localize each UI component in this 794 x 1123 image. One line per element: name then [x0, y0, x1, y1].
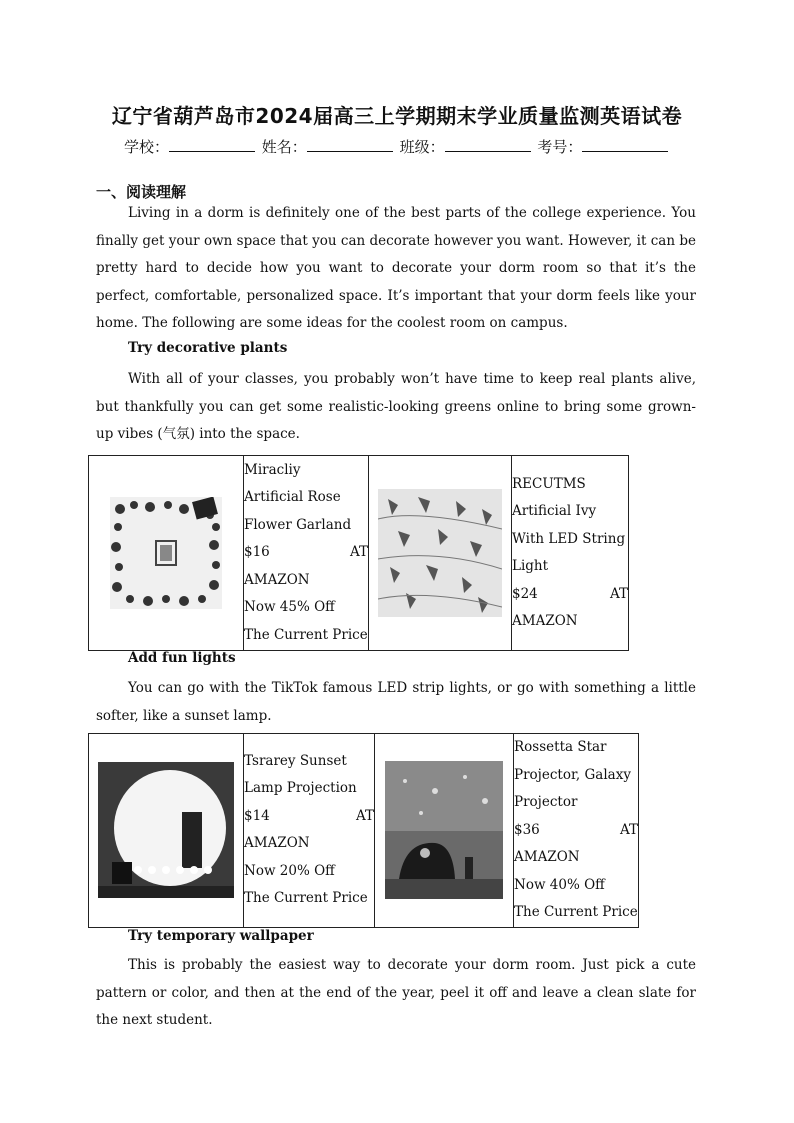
school-label: 学校： — [124, 138, 170, 156]
galaxy-price-row — [514, 817, 638, 845]
section-title: 一、阅读理解 — [96, 183, 187, 201]
wallpaper-paragraph: This is probably the easiest way to decorate your dorm room. Just pick a cute pattern or color, and then at the end of the year, peel it off and leave a clean slate for the next student. — [96, 957, 696, 1028]
galaxy-store: AMAZON — [514, 849, 580, 865]
galaxy-price: $36 — [514, 821, 540, 838]
sunset-image — [89, 762, 243, 898]
garland-info-cell — [244, 456, 369, 651]
exam-title: 辽宁省葫芦岛市2024届高三上学期期末学业质量监测英语试卷 — [111, 104, 683, 128]
plants-paragraph: With all of your classes, you probably won’t have time to keep real plants alive, but thankfully you can get some realistic-looking greens online to bring some grown-up vibes (气氛) into the space. — [96, 371, 696, 442]
ivy-price-row — [512, 581, 628, 609]
garland-name-2: Artificial Rose — [244, 489, 341, 506]
ivy-name-2: Artificial Ivy — [512, 503, 597, 519]
ivy-price: $24 — [512, 585, 538, 602]
number-blank[interactable] — [582, 137, 668, 152]
ivy-name-1: RECUTMS — [512, 475, 586, 492]
garland-price-row — [244, 539, 368, 567]
sunset-name-1: Tsrarey Sunset — [244, 752, 347, 769]
garland-image — [89, 497, 243, 609]
garland-at: AT — [349, 544, 368, 561]
heading-plants: Try decorative plants — [128, 340, 288, 356]
heading-lights: Add fun lights — [128, 650, 236, 666]
galaxy-at: AT — [619, 821, 638, 838]
ivy-image — [369, 489, 511, 617]
garland-name-3: Flower Garland — [244, 516, 352, 533]
sunset-info-cell — [244, 734, 375, 928]
galaxy-name-3: Projector — [514, 794, 578, 810]
galaxy-name-2: Projector, Galaxy — [514, 766, 631, 783]
student-info-fields — [124, 136, 670, 157]
garland-discount: Now 45% Off — [244, 599, 335, 616]
ivy-name-3: With LED String — [512, 530, 626, 547]
lights-product-table — [88, 733, 639, 928]
plants-product-table — [88, 455, 629, 651]
name-label: 姓名： — [261, 138, 307, 156]
garland-image-cell — [89, 456, 244, 651]
ivy-name-4: Light — [512, 558, 549, 574]
class-blank[interactable] — [445, 137, 531, 152]
ivy-at: AT — [609, 585, 628, 602]
garland-name-1: Miracliy — [244, 461, 301, 478]
sunset-lamp-picture — [98, 762, 234, 898]
sunset-store: AMAZON — [244, 835, 310, 852]
sunset-price: $14 — [244, 807, 270, 824]
galaxy-projector-picture — [385, 761, 503, 899]
rose-garland-picture — [110, 497, 222, 609]
lights-paragraph: You can go with the TikTok famous LED strip lights, or go with something a little softer, like a sunset lamp. — [96, 680, 696, 724]
galaxy-info-cell — [514, 734, 639, 928]
intro-paragraph: Living in a dorm is definitely one of the best parts of the college experience. You finally get your own space that you can decorate however you want. However, it can be pretty hard to decide how you want to decorate your dorm room so that it’s the perfect, comfortable, personalized space. It’s important that your dorm feels like your home. The following are some ideas for the coolest room on campus. — [96, 205, 696, 331]
sunset-image-cell — [89, 734, 244, 928]
name-blank[interactable] — [307, 137, 393, 152]
sunset-current-price: The Current Price — [244, 890, 368, 907]
galaxy-image-cell — [375, 734, 514, 928]
galaxy-discount: Now 40% Off — [514, 876, 605, 893]
ivy-light-picture — [378, 489, 502, 617]
class-label: 班级： — [399, 138, 445, 156]
galaxy-image — [375, 761, 513, 899]
heading-wallpaper: Try temporary wallpaper — [128, 928, 314, 944]
number-label: 考号： — [537, 138, 583, 156]
galaxy-current-price: The Current Price — [514, 904, 638, 920]
sunset-at: AT — [355, 807, 374, 824]
galaxy-name-1: Rossetta Star — [514, 739, 607, 755]
ivy-image-cell — [369, 456, 512, 651]
ivy-store: AMAZON — [512, 613, 578, 629]
sunset-price-row — [244, 803, 374, 831]
garland-current-price: The Current Price — [244, 626, 368, 643]
garland-store: AMAZON — [244, 571, 310, 588]
sunset-name-2: Lamp Projection — [244, 780, 357, 797]
garland-price: $16 — [244, 544, 270, 561]
sunset-discount: Now 20% Off — [244, 862, 335, 879]
school-blank[interactable] — [169, 137, 255, 152]
ivy-info-cell — [512, 456, 629, 651]
